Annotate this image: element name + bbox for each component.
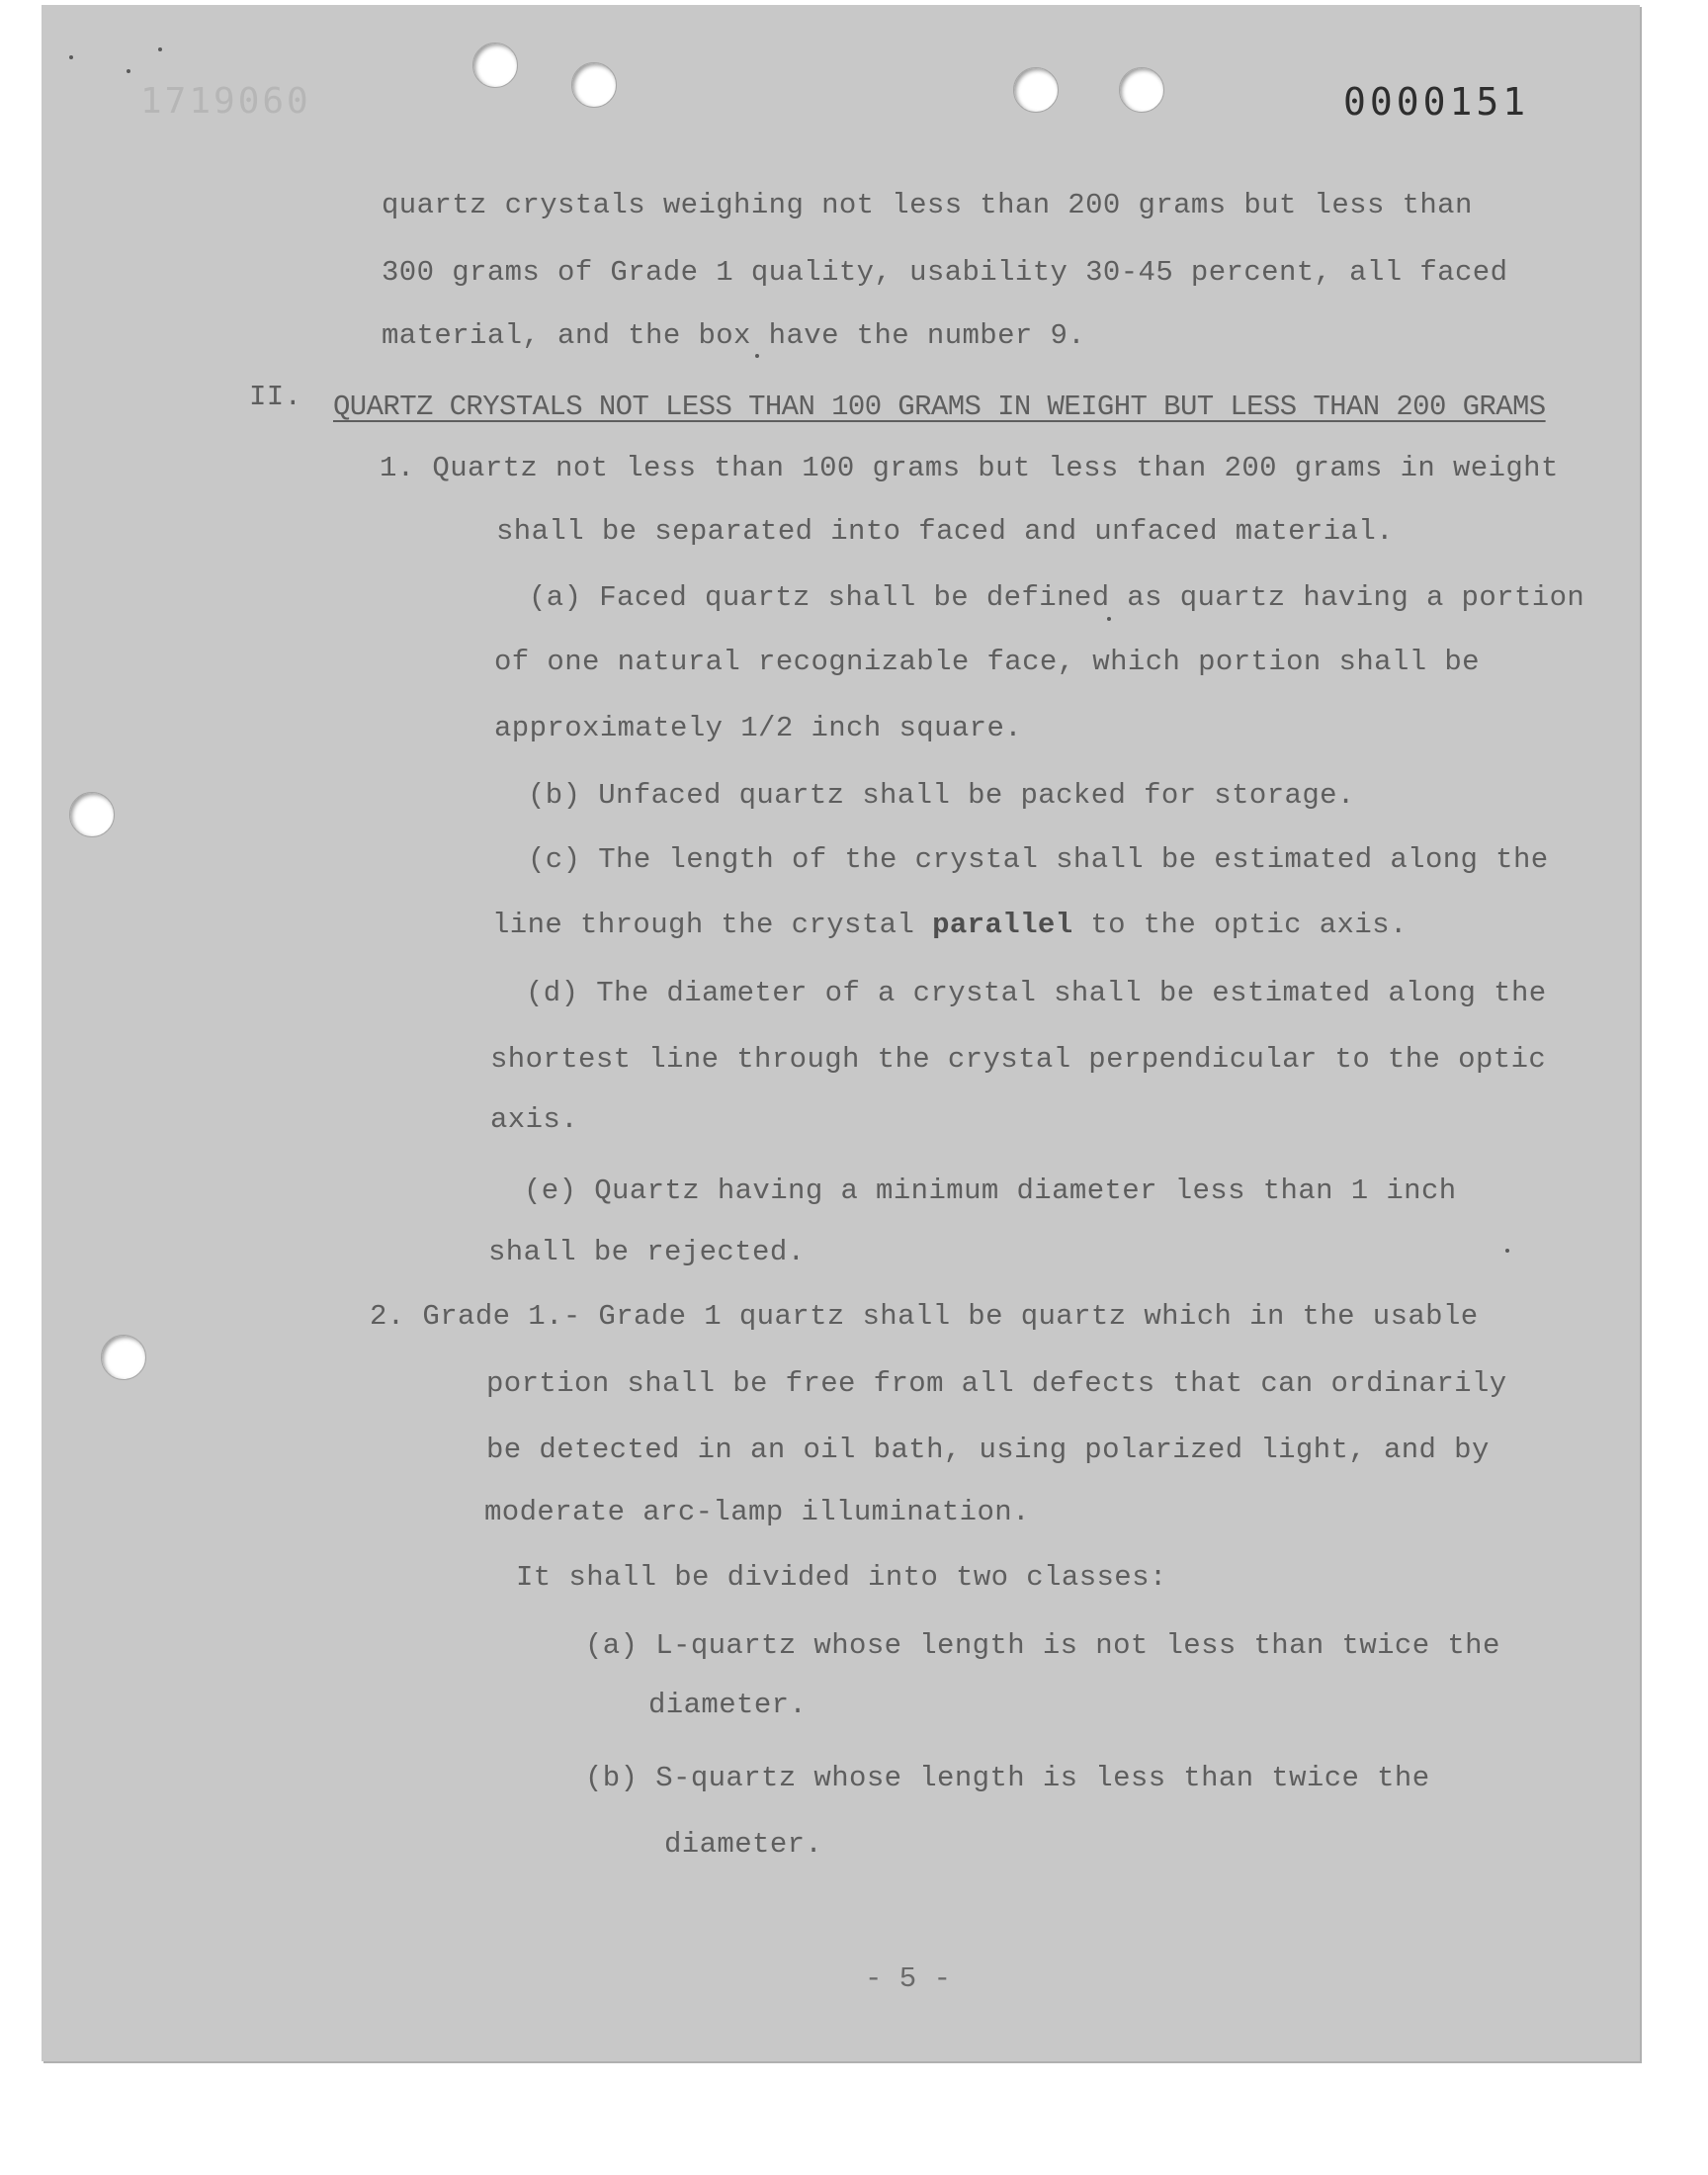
text-line: (d) The diameter of a crystal shall be estimated along the [526,977,1547,1009]
text-line: shall be rejected. [488,1236,806,1268]
text-line: (b) S-quartz whose length is less than twice the [585,1762,1430,1794]
section-heading: QUARTZ CRYSTALS NOT LESS THAN 100 GRAMS IN WEIGHT BUT LESS THAN 200 GRAMS [333,391,1546,423]
text-line [492,909,1408,941]
text-line: moderate arc-lamp illumination. [484,1496,1030,1528]
ink-speck [69,55,73,59]
text-line: diameter. [648,1689,808,1721]
ink-speck [1505,1249,1509,1253]
text-line: It shall be divided into two classes: [516,1561,1167,1594]
ink-speck [127,69,130,73]
punch-hole-left-2 [101,1335,146,1380]
punch-hole-top-4 [1119,67,1164,113]
ink-speck [158,47,162,51]
text-line: shortest line through the crystal perpendicular to the optic [490,1043,1547,1076]
emphasized-word: parallel [932,909,1073,941]
text-line: axis. [490,1103,579,1136]
text-line: quartz crystals weighing not less than 200 grams but less than [382,189,1473,221]
text-line: 1. Quartz not less than 100 grams but less than 200 grams in weight [380,452,1559,484]
page-number: - 5 - [865,1962,952,1995]
text-line: portion shall be free from all defects that can ordinarily [486,1367,1507,1400]
ink-speck [755,354,759,358]
text-line: 2. Grade 1.- Grade 1 quartz shall be quartz which in the usable [370,1300,1479,1333]
text-line: (a) L-quartz whose length is not less than twice the [585,1629,1500,1662]
text-line: approximately 1/2 inch square. [494,712,1023,744]
text-line: 300 grams of Grade 1 quality, usability 30-45 percent, all faced [382,256,1508,289]
text-line: material, and the box have the number 9. [382,319,1086,352]
document-number: 0000151 [1343,80,1530,124]
document-page [42,5,1640,2061]
text-line: be detected in an oil bath, using polarized light, and by [486,1434,1490,1466]
text-line: of one natural recognizable face, which portion shall be [494,646,1480,678]
text-line: diameter. [664,1828,823,1861]
text-segment: line through the crystal [492,909,933,941]
text-line: (b) Unfaced quartz shall be packed for storage. [528,779,1355,812]
punch-hole-left-1 [69,792,115,837]
text-line: (e) Quartz having a minimum diameter less than 1 inch [524,1174,1457,1207]
punch-hole-top-3 [1013,67,1059,113]
punch-hole-top-2 [571,62,617,108]
faint-stamp-number: 1719060 [140,81,311,122]
punch-hole-top-1 [472,43,518,88]
text-line: (a) Faced quartz shall be defined as quartz having a portion [529,581,1585,614]
ink-speck [1107,617,1111,621]
text-line: (c) The length of the crystal shall be estimated along the [528,843,1549,876]
text-line: shall be separated into faced and unfaced material. [496,515,1394,548]
text-segment: to the optic axis. [1072,909,1408,941]
section-number: II. [249,381,302,413]
